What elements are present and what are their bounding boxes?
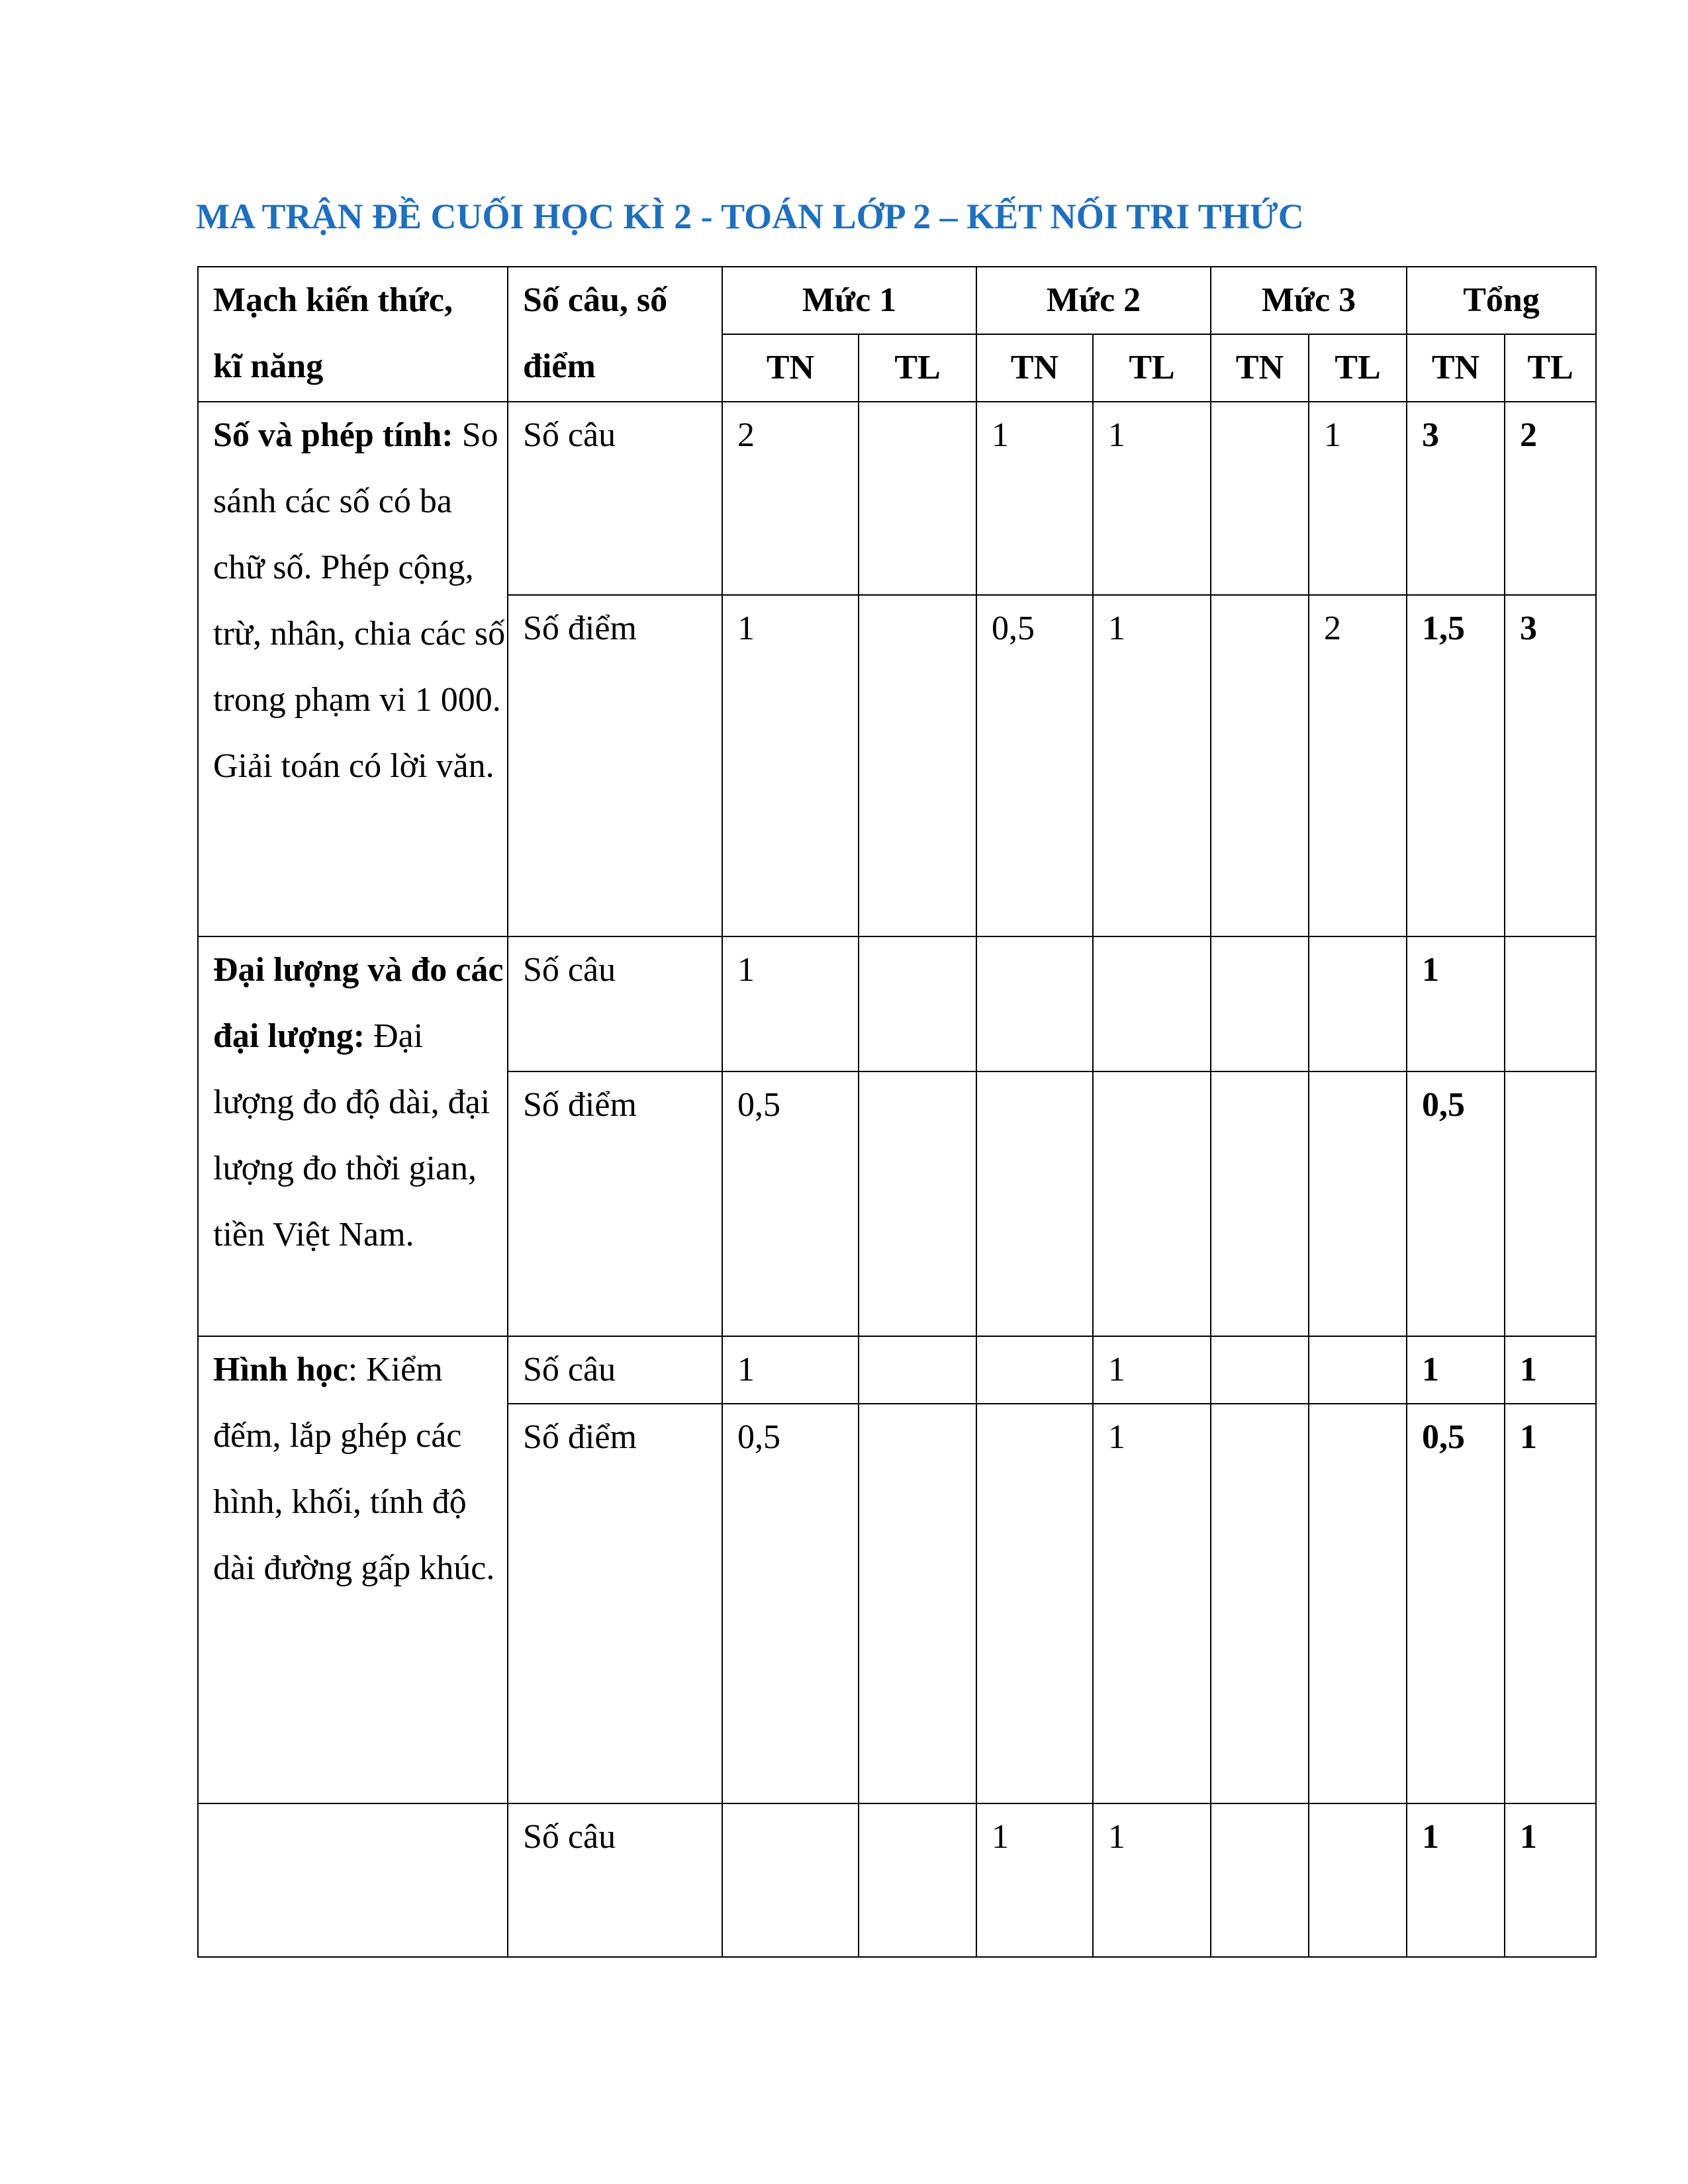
knowledge-area-title: Số và phép tính: [213,416,453,454]
value-cell: 1 [1309,402,1407,595]
value-cell [859,595,976,936]
value-cell: 1 [722,595,859,936]
value-cell: 1 [722,1336,859,1404]
knowledge-area-cell [198,936,508,1336]
total-cell: 0,5 [1407,1071,1505,1336]
value-cell [859,1803,976,1957]
total-cell: 1 [1407,1336,1505,1404]
value-cell: 1 [1093,595,1211,936]
total-cell: 1 [1505,1404,1596,1803]
header-sub: TN [976,334,1093,402]
header-sub: TL [1093,334,1211,402]
value-cell [1309,1404,1407,1803]
value-cell: 1 [1093,1336,1211,1404]
value-cell: 0,5 [722,1071,859,1336]
total-cell: 1,5 [1407,595,1505,936]
value-cell: 1 [1093,402,1211,595]
value-cell [859,402,976,595]
knowledge-area-title: Đại lượng và đo các đại lượng: [213,951,504,1055]
value-cell [1211,936,1309,1071]
value-cell [1211,1404,1309,1803]
value-cell [1093,936,1211,1071]
page-title: MA TRẬN ĐỀ CUỐI HỌC KÌ 2 - TOÁN LỚP 2 – KẾT NỐI TRI THỨC [196,197,1304,236]
row-label: Số điểm [508,1071,722,1336]
value-cell [859,1336,976,1404]
value-cell: 1 [722,936,859,1071]
total-cell: 3 [1505,595,1596,936]
value-cell [1211,595,1309,936]
header-sub: TL [1505,334,1596,402]
value-cell [976,936,1093,1071]
value-cell [1309,1336,1407,1404]
value-cell: 0,5 [722,1404,859,1803]
value-cell [976,1071,1093,1336]
header-level-3: Mức 3 [1211,267,1407,334]
matrix-table [197,266,1597,1958]
total-cell [1505,1071,1596,1336]
row-label: Số điểm [508,1404,722,1803]
header-level-1: Mức 1 [722,267,976,334]
total-cell: 1 [1505,1336,1596,1404]
value-cell [1309,936,1407,1071]
knowledge-area-description: So sánh các số có ba chữ số. Phép cộng, trừ, nhân, chia các số trong phạm vi 1 000. Giải toán có lời văn. [213,416,506,785]
value-cell [976,1336,1093,1404]
value-cell [1309,1071,1407,1336]
total-cell: 1 [1505,1803,1596,1957]
knowledge-area-title: Hình học [213,1351,348,1388]
total-cell: 1 [1407,1803,1505,1957]
header-sub: TN [1211,334,1309,402]
value-cell [1093,1071,1211,1336]
row-label: Số điểm [508,595,722,936]
row-label: Số câu [508,402,722,595]
table-row [198,1803,1596,1957]
row-label: Số câu [508,1803,722,1957]
value-cell [722,1803,859,1957]
knowledge-area-cell [198,1803,508,1957]
row-label: Số câu [508,1336,722,1404]
value-cell [1211,402,1309,595]
value-cell: 1 [1093,1803,1211,1957]
value-cell: 1 [976,402,1093,595]
value-cell: 2 [722,402,859,595]
total-cell: 1 [1407,936,1505,1071]
value-cell [859,936,976,1071]
knowledge-area-description: Đại lượng đo độ dài, đại lượng đo thời gian, tiền Việt Nam. [213,1017,491,1253]
table-row [198,936,1596,1071]
header-level-2: Mức 2 [976,267,1211,334]
value-cell: 1 [1093,1404,1211,1803]
header-knowledge: Mạch kiến thức, kĩ năng [198,267,508,402]
total-cell: 0,5 [1407,1404,1505,1803]
header-sub: TL [859,334,976,402]
knowledge-area-description: : Kiểm đếm, lắp ghép các hình, khối, tính độ dài đường gấp khúc. [213,1351,495,1587]
value-cell [1211,1803,1309,1957]
value-cell: 2 [1309,595,1407,936]
row-label: Số câu [508,936,722,1071]
value-cell [859,1071,976,1336]
value-cell [1309,1803,1407,1957]
header-total: Tổng [1407,267,1596,334]
value-cell: 1 [976,1803,1093,1957]
header-sub: TN [722,334,859,402]
total-cell: 2 [1505,402,1596,595]
header-row-1 [198,267,1596,334]
header-question-score: Số câu, số điểm [508,267,722,402]
knowledge-area-cell [198,1336,508,1803]
header-sub: TN [1407,334,1505,402]
total-cell [1505,936,1596,1071]
knowledge-area-cell [198,402,508,936]
value-cell [859,1404,976,1803]
value-cell [976,1404,1093,1803]
value-cell [1211,1071,1309,1336]
value-cell: 0,5 [976,595,1093,936]
total-cell: 3 [1407,402,1505,595]
value-cell [1211,1336,1309,1404]
table-row [198,402,1596,595]
header-sub: TL [1309,334,1407,402]
table-row [198,1336,1596,1404]
